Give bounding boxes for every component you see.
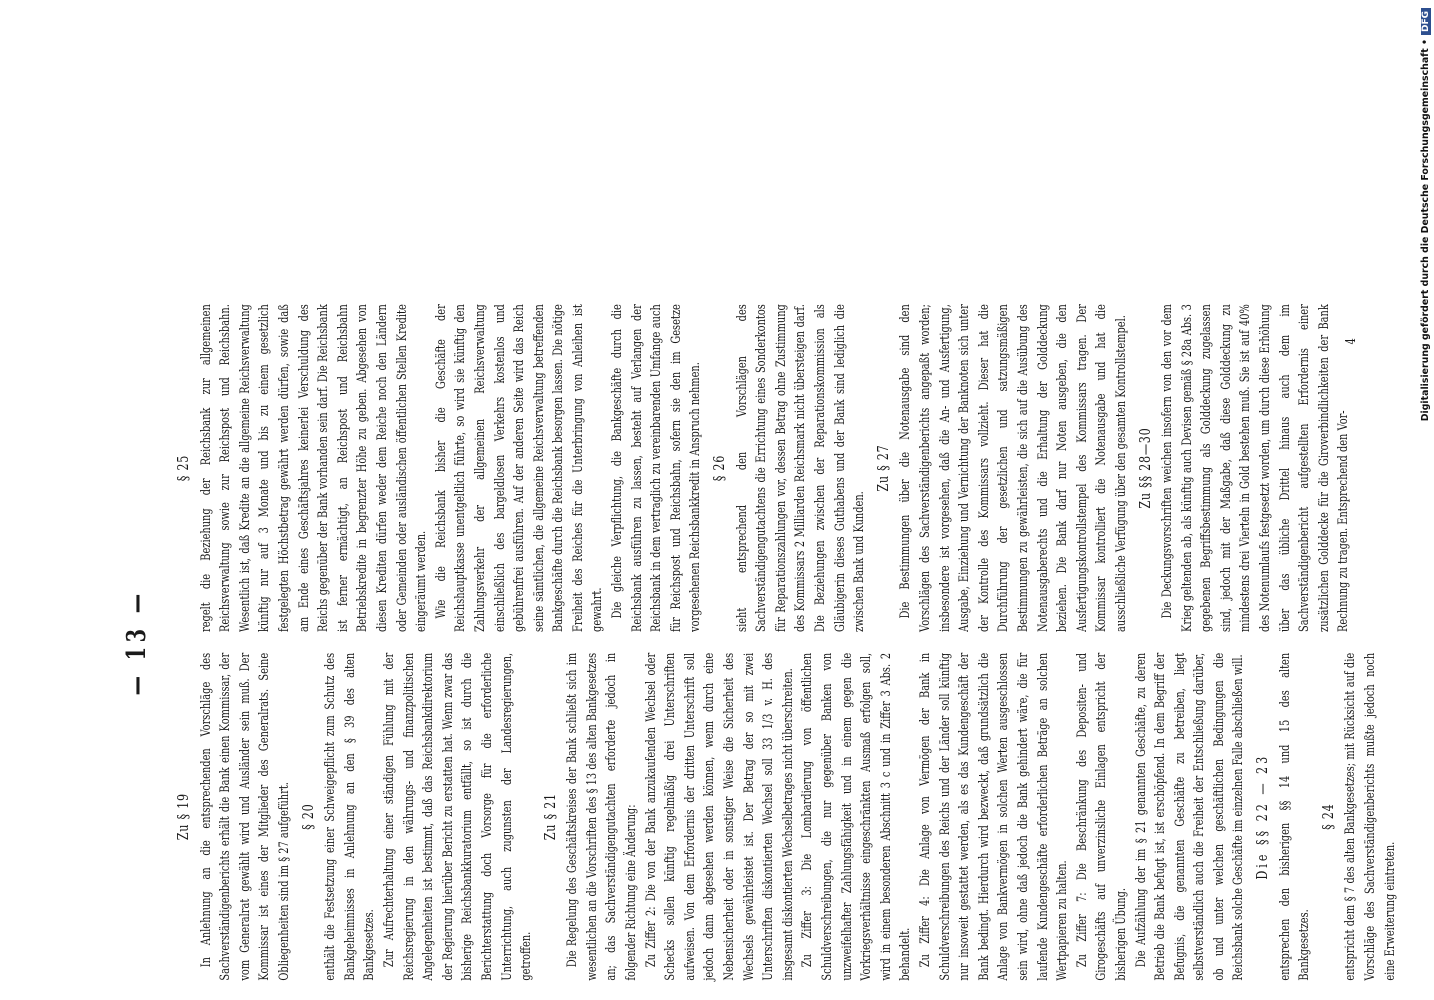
paragraph: entspricht dem § 7 des alten Bankgesetzes; mit Rücksicht auf die Vorschläge des Sachverständigenberichts mußte jedoch noch eine Erweiterung eintreten.: [1343, 652, 1398, 981]
paragraph: Die gleiche Verpflichtung, die Bankgeschäfte durch die Reichsbank ausführen zu lassen, besteht auf Verlangen der Reichsbank in dem vertraglich zu vereinbarenden Umfange auch für Reichspost und Reichsbahn, sofern sie den im Gesetze vorgesehenen Reichsbankkredit in Anspruch nehmen.: [610, 304, 704, 632]
section-heading-s22-23: Die §§ 22 — 23: [1253, 753, 1272, 880]
digitization-credit-text: Digitalisierung gefördert durch die Deutsche Forschungsgemeinschaft •: [1420, 39, 1431, 422]
paragraph: Die Aufzählung der im § 21 genannten Geschäfte, zu deren Betrieb die Bank befugt ist, ist erschöpfend. In dem Begriff der Befugnis, die genannten Geschäfte zu betreiben, liegt selbstverständlich auch die Freiheit der Entschließung darüber, ob und unter welchen geschäftlichen Bedingungen die Reichsbank solche Geschäfte im einzelnen Falle abschließen will.: [1133, 652, 1247, 981]
rotated-document-page: [94, 285, 1414, 1000]
left-column: [170, 653, 1400, 981]
paragraph: Zu Ziffer 4: Die Anlage von Vermögen der Bank in Schuldverschreibungen des Reichs und der Länder soll künftig nur insoweit gestattet werden, als es das Kundengeschäft der Bank bedingt. Hierdurch wird bezweckt, daß grundsätzlich die Anlage von Bankvermögen in solchen Werten ausgeschlossen sein wird, ohne daß jedoch die Bank gehindert wäre, die für laufende Kundengeschäfte erforderlichen Beträge an solchen Wertpapieren zu halten.: [917, 652, 1071, 981]
section-heading-s25: § 25: [174, 454, 192, 482]
paragraph: Die Bestimmungen über die Notenausgabe sind den Vorschlägen des Sachverständigenberichts angepaßt worden; insbesondere ist vorgesehen, daß die An- und Ausfertigung, Ausgabe, Einziehung und Vernichtung der Banknoten sich unter der Kontrolle des Kommissars vollzieht. Dieser hat die Durchführung der gesetzlichen und satzungsmäßigen Bestimmungen zu gewährleisten, die sich auf die Ausübung des Notenausgaberechts und die Erhaltung der Golddeckung beziehen. Die Bank darf nur Noten ausgeben, die den Ausfertigungskontrollstempel des Kommissars tragen. Der Kommissar kontrolliert die Notenausgabe und hat die ausschließliche Verfügung über den gesamten Kontrollstempel.: [898, 304, 1129, 632]
paragraph: enthält die Festsetzung einer Schweigepflicht zum Schutz des Bankgeheimnisses in Anlehnung an den § 39 des alten Bankgesetzes.: [323, 652, 378, 981]
digitization-credit: [1418, 8, 1434, 998]
paragraph: regelt die Beziehung der Reichsbank zur allgemeinen Reichsverwaltung sowie zur Reichspost und Reichsbahn. Wesentlich ist, daß Kredite an die allgemeine Reichsverwaltung künftig nur auf 3 Monate und bis zu einem gesetzlich festgelegten Höchstbetrag gewährt werden dürfen, sowie daß am Ende eines Geschäftsjahres keinerlei Verschuldung des Reichs gegenüber der Bank vorhanden sein darf. Die Reichsbank ist ferner ermächtigt, an Reichspost und Reichsbahn Betriebskredite in begrenzter Höhe zu geben. Abgesehen von diesen Krediten dürfen weder dem Reiche noch den Ländern oder Gemeinden oder ausländischen öffentlichen Stellen Kredite eingeräumt werden.: [198, 304, 430, 632]
dfg-logo: DFG: [1421, 8, 1431, 35]
paragraph: Wie die Reichsbank bisher die Geschäfte der Reichshauptkasse unentgeltlich führte, so wird sie künftig den Zahlungsverkehr der allgemeinen Reichsverwaltung einschließlich des bargeldlosen Verkehrs kostenlos und gebührenfrei ausführen. Auf der anderen Seite wird das Reich seine sämtlichen, die allgemeine Reichsverwaltung betreffenden Bankgeschäfte durch die Reichsbank besorgen lassen. Die nötige Freiheit des Reiches für die Unterbringung von Anleihen ist gewahrt.: [433, 304, 606, 632]
paragraph: Die Regelung des Geschäftskreises der Bank schließt sich im wesentlichen an die Vorschriften des § 13 des alten Bankgesetzes an; das Sachverständigengutachten erforderte jedoch in folgender Richtung eine Änderung:: [565, 652, 640, 981]
paragraph: In Anlehnung an die entsprechenden Vorschläge des Sachverständigenberichts erhält die Bank einen Kommissar, der vom Generalrat gewählt wird und Ausländer sein muß. Der Kommissar ist eines der Mitglieder des Generalrats. Seine Obliegenheiten sind im § 27 aufgeführt.: [198, 652, 292, 981]
paragraph: Die Deckungsvorschriften weichen insofern von den vor dem Krieg geltenden ab, als künftig auch Devisen gemäß § 28a Abs. 3 gegebenen Begriffsbestimmung als Golddeckung zugelassen sind, jedoch mit der Maßgabe, daß diese Golddeckung zu mindestens drei Vierteln in Gold bestehen muß. Sie ist auf 40% des Notenumlaufs festgesetzt worden, um durch diese Erhöhung über das übliche Drittel hinaus auch dem im Sachverständigenbericht aufgestellten Erfordernis einer zusätzlichen Golddecke für die Giroverbindlichkeiten der Bank Rechnung zu tragen. Entsprechend den Vor-: [1160, 304, 1352, 632]
paragraph: Zu Ziffer 2: Die von der Bank anzukaufenden Wechsel oder Schecks sollen künftig regelmäßig drei Unterschriften aufweisen. Von dem Erfordernis der dritten Unterschrift soll jedoch dann abgesehen werden können, wenn durch eine Nebensicherheit oder in sonstiger Weise die Sicherheit des Wechsels gewährleistet ist. Der Betrag der so mit zwei Unterschriften diskontierten Wechsel soll 33 1/3 v. H. des insgesamt diskontierten Wechselbetrages nicht überschreiten.: [643, 652, 796, 981]
footer-signature-mark: 4: [1344, 338, 1359, 345]
paragraph: sieht entsprechend den Vorschlägen des Sachverständigengutachtens die Errichtung eines Sonderkontos für Reparationszahlungen vor, dessen Betrag ohne Zustimmung des Kommissars 2 Milliarden Reichsmark nicht übersteigen darf. Die Beziehungen zwischen der Reparationskommission als Gläubigerin dieses Guthabens und der Bank sind lediglich die zwischen Bank und Kunden.: [734, 304, 868, 632]
paragraph: Zu Ziffer 7: Die Beschränkung des Depositen- und Girogeschäfts auf unverzinsliche Einlagen entspricht der bisherigen Übung.: [1074, 652, 1129, 981]
section-heading-s27: Zu § 27: [873, 444, 892, 492]
section-heading-s24: § 24: [1318, 803, 1337, 830]
section-heading-s19: Zu § 19: [174, 793, 192, 841]
section-heading-s26: § 26: [710, 454, 729, 482]
section-heading-s21: Zu § 21: [540, 793, 559, 841]
section-heading-s28-30: Zu §§ 28—30: [1135, 427, 1154, 509]
paragraph: Zu Ziffer 3: Die Lombardierung von öffentlichen Schuldverschreibungen, die nur gegenüber Banken von unzweifelhafter Zahlungsfähigkeit und in einem gegen die Vorkriegsverhältnisse eingeschränkten Ausmaß erfolgen soll, wird in einem besonderen Abschnitt 3 c und in Ziffer 3 Abs. 2 behandelt.: [800, 652, 914, 981]
section-heading-s20: § 20: [298, 803, 317, 830]
paragraph: Zur Aufrechterhaltung einer ständigen Fühlung mit der Reichsregierung in den währungs- und finanzpolitischen Angelegenheiten ist bestimmt, daß das Reichsbankdirektorium der Regierung hierüber Bericht zu erstatten hat. Wenn zwar das bisherige Reichsbankkuratorium entfällt, so ist durch die Berichterstattung doch Vorsorge für die erforderliche Unterrichtung, auch zugunsten der Landesregierungen, getroffen.: [381, 652, 535, 981]
paragraph: entsprechen den bisherigen §§ 14 und 15 des alten Bankgesetzes.: [1277, 652, 1313, 981]
right-column: [170, 304, 1354, 632]
page-number: — 13 —: [122, 589, 152, 696]
